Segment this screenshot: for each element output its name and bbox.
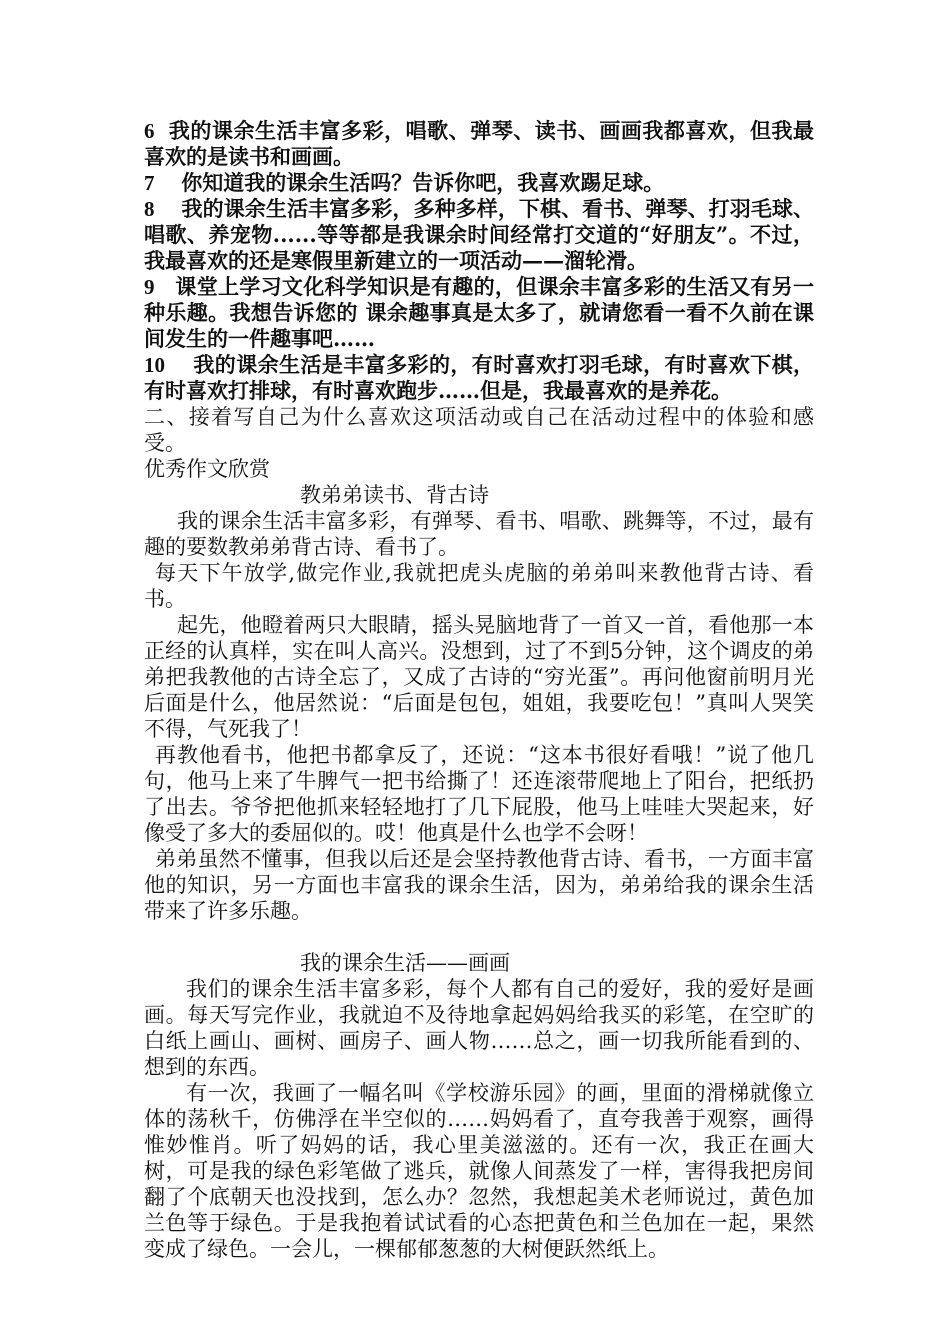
essay-title: 我的课余生活——画画 (300, 951, 510, 975)
list-item (144, 274, 814, 352)
list-item-number: 7 (144, 171, 155, 195)
list-item (144, 118, 814, 170)
blank-line (144, 924, 814, 950)
list-item-number: 10 (144, 353, 165, 377)
document-page (144, 118, 814, 1262)
list-item-text: 我的课余生活是丰富多彩的，有时喜欢打羽毛球，有时喜欢下棋，有时喜欢打排球，有时喜欢跑步……但是，我最喜欢的是养花。 (144, 352, 815, 403)
essay-paragraph: 弟弟虽然不懂事，但我以后还是会坚持教他背古诗、看书，一方面丰富他的知识，另一方面也丰富我的课余生活，因为，弟弟给我的课余生活带来了许多乐趣。 (144, 847, 814, 923)
list-item-text: 课堂上学习文化科学知识是有趣的，但课余丰富多彩的生活又有另一种乐趣。我想告诉您的 课余趣事真是太多了，就请您看一看不久前在课间发生的一件趣事吧…… (144, 274, 815, 351)
essay-paragraph: 我们的课余生活丰富多彩，每个人都有自己的爱好，我的爱好是画画。每天写完作业，我就迫不及待地拿起妈妈给我买的彩笔，在空旷的白纸上画山、画树、画房子、画人物……总之，画一切我所能看到的、想到的东西。 (144, 977, 814, 1079)
list-item (144, 196, 814, 274)
list-item-number: 9 (144, 275, 155, 299)
essay-paragraph: 再教他看书，他把书都拿反了，还说：“这本书很好看哦！”说了他几句，他马上来了牛脾气一把书给撕了！还连滚带爬地上了阳台，把纸扔了出去。爷爷把他抓来轻轻地打了几下屁股，他马上哇哇大哭起来，好像受了多大的委屈似的。哎！他真是什么也学不会呀！ (144, 743, 814, 845)
instruction-text: 二、接着写自己为什么喜欢这项活动或自己在活动过程中的体验和感受。 (144, 405, 814, 455)
essay-paragraph: 起先，他瞪着两只大眼睛，摇头晃脑地背了一首又一首，看他那一本正经的认真样，实在叫人高兴。没想到，过了不到5分钟，这个调皮的弟弟把我教他的古诗全忘了，又成了古诗的“穷光蛋”。再问他窗前明月光后面是什么，他居然说：“后面是包包，姐姐，我要吃包！”真叫人哭笑不得，气死我了！ (144, 613, 814, 741)
essay-title: 教弟弟读书、背古诗 (300, 483, 489, 507)
list-item-number: 8 (144, 197, 155, 221)
list-item-text: 你知道我的课余生活吗？告诉你吧，我喜欢踢足球。 (181, 170, 665, 195)
essay-paragraph: 每天下午放学,做完作业,我就把虎头虎脑的弟弟叫来教他背古诗、看书。 (144, 561, 814, 611)
section-heading: 优秀作文欣赏 (144, 457, 270, 481)
essay-paragraph: 有一次，我画了一幅名叫《学校游乐园》的画，里面的滑梯就像立体的荡秋千，仿佛浮在半空似的……妈妈看了，直夸我善于观察，画得惟妙惟肖。听了妈妈的话，我心里美滋滋的。还有一次，我正在画大树，可是我的绿色彩笔做了逃兵，就像人间蒸发了一样，害得我把房间翻了个底朝天也没找到，怎么办？忽然，我想起美术老师说过，黄色加兰色等于绿色。于是我抱着试试看的心态把黄色和兰色加在一起，果然变成了绿色。一会儿，一棵郁郁葱葱的大树便跃然纸上。 (144, 1081, 814, 1261)
list-item (144, 170, 814, 196)
essay-paragraph: 我的课余生活丰富多彩，有弹琴、看书、唱歌、跳舞等，不过，最有趣的要数教弟弟背古诗、看书了。 (144, 509, 814, 559)
list-item-text: 我的课余生活丰富多彩，唱歌、弹琴、读书、画画我都喜欢，但我最喜欢的是读书和画画。 (144, 118, 815, 169)
list-item-text: 我的课余生活丰富多彩，多种多样，下棋、看书、弹琴、打羽毛球、唱歌、养宠物......等等都是我课余时间经常打交道的“好朋友”。不过，我最喜欢的还是寒假里新建立的一项活动——溜轮滑。 (144, 196, 815, 273)
list-item (144, 352, 814, 404)
list-item-number: 6 (144, 119, 155, 143)
